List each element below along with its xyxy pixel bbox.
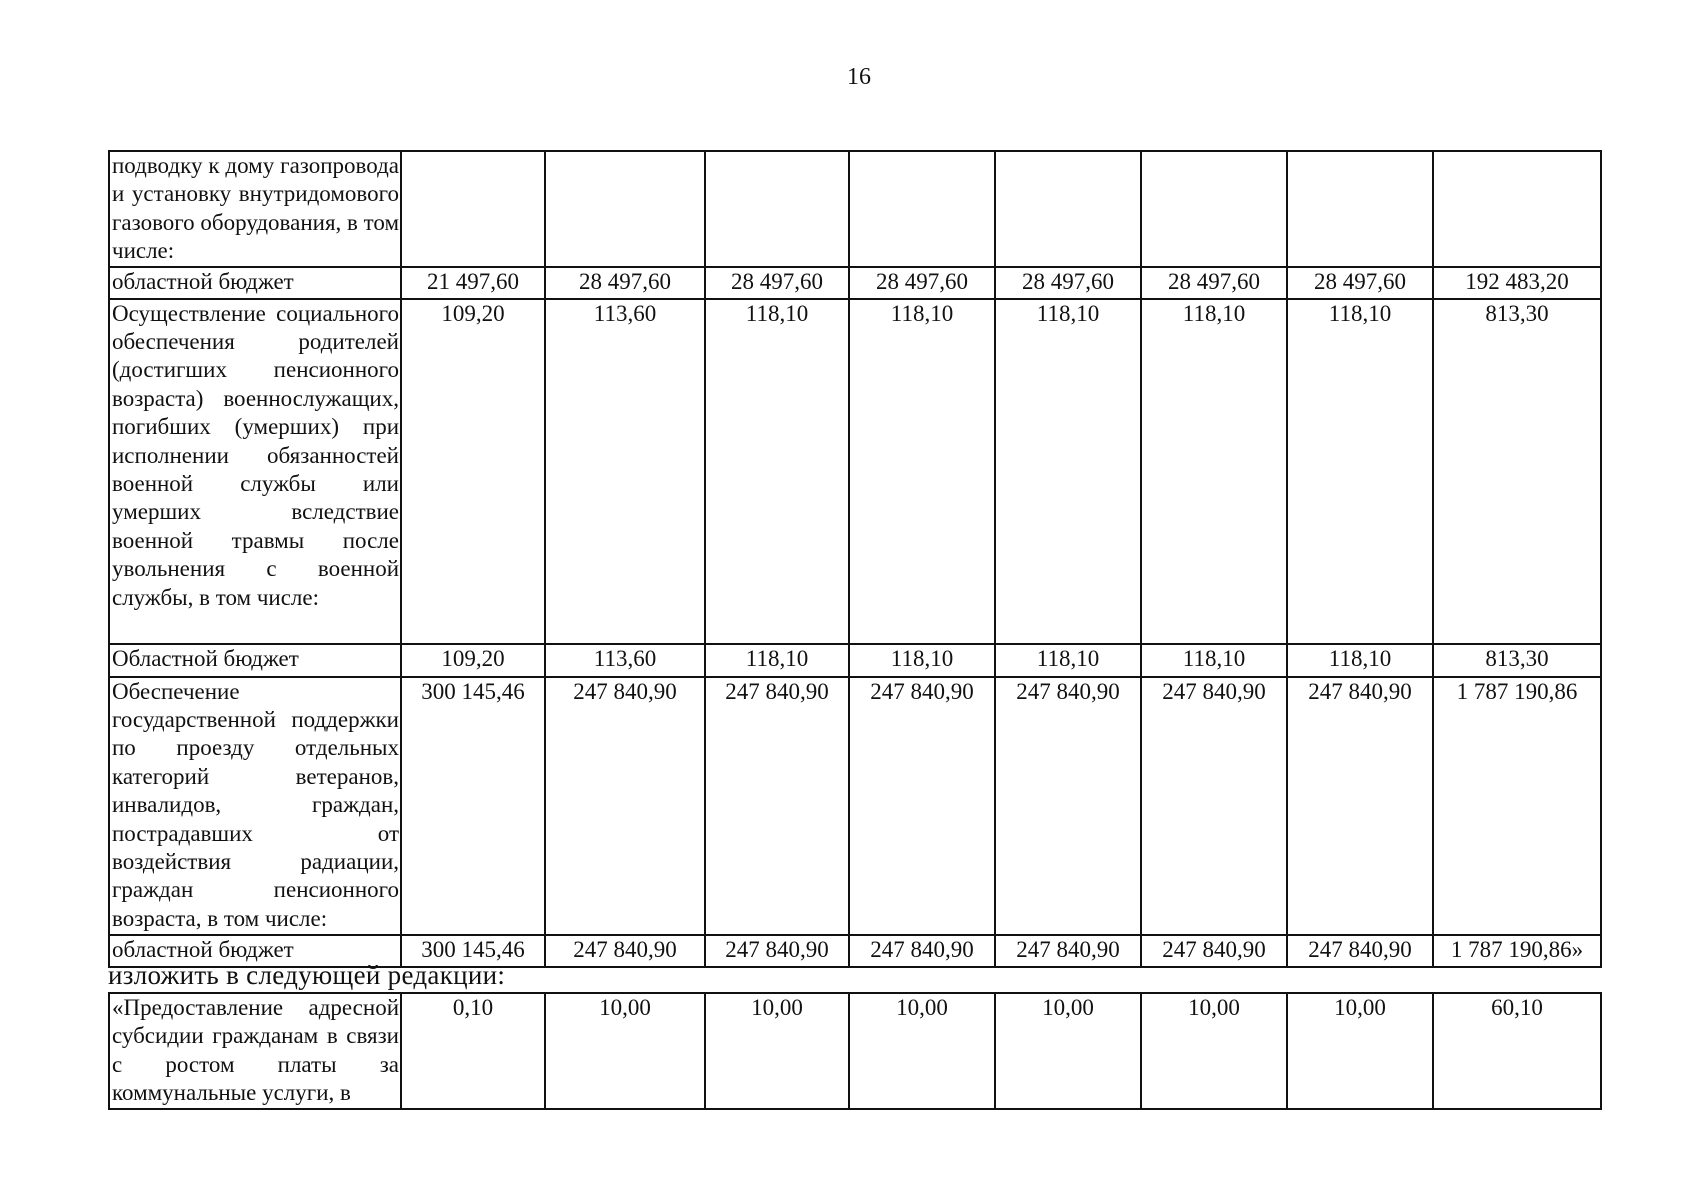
value-cell: 10,00 [849, 993, 995, 1109]
value-cell: 28 497,60 [545, 267, 705, 299]
page-number: 16 [847, 64, 871, 90]
row-label: Обеспечение государственной поддержки по проезду отдельных категорий ветеранов, инвалидов, граждан, пострадавших от воздействия радиации, граждан пенсионного возраста, в том числе: [109, 677, 401, 935]
value-cell: 10,00 [1141, 993, 1287, 1109]
value-cell [1287, 151, 1433, 267]
value-cell: 28 497,60 [1287, 267, 1433, 299]
total-cell: 1 787 190,86 [1433, 677, 1601, 935]
value-cell [705, 151, 849, 267]
value-cell: 118,10 [849, 299, 995, 644]
table-row [109, 644, 1601, 677]
total-cell: 60,10 [1433, 993, 1601, 1109]
value-cell: 247 840,90 [1141, 935, 1287, 967]
table-row [109, 151, 1601, 267]
value-cell: 247 840,90 [849, 677, 995, 935]
row-label: Осуществление социального обеспечения родителей (достигших пенсионного возраста) военнослужащих, погибших (умерших) при исполнении обязанностей военной службы или умерших вследствие военной травмы после увольнения с военной службы, в том числе: [109, 299, 401, 644]
row-label: Областной бюджет [109, 644, 401, 677]
value-cell: 109,20 [401, 299, 545, 644]
value-cell: 118,10 [705, 644, 849, 677]
value-cell: 300 145,46 [401, 935, 545, 967]
value-cell: 28 497,60 [995, 267, 1141, 299]
total-cell: 813,30 [1433, 299, 1601, 644]
value-cell: 247 840,90 [1287, 935, 1433, 967]
value-cell: 247 840,90 [849, 935, 995, 967]
value-cell: 247 840,90 [995, 677, 1141, 935]
value-cell: 118,10 [995, 644, 1141, 677]
value-cell: 113,60 [545, 644, 705, 677]
value-cell: 118,10 [995, 299, 1141, 644]
value-cell: 0,10 [401, 993, 545, 1109]
budget-table-bottom [108, 992, 1602, 1110]
value-cell [545, 151, 705, 267]
value-cell: 247 840,90 [995, 935, 1141, 967]
value-cell: 118,10 [705, 299, 849, 644]
value-cell: 109,20 [401, 644, 545, 677]
value-cell: 247 840,90 [1287, 677, 1433, 935]
value-cell: 28 497,60 [705, 267, 849, 299]
value-cell [1141, 151, 1287, 267]
instruction-text: изложить в следующей редакции: [108, 960, 506, 990]
value-cell [401, 151, 545, 267]
value-cell: 247 840,90 [1141, 677, 1287, 935]
value-cell: 21 497,60 [401, 267, 545, 299]
value-cell: 118,10 [849, 644, 995, 677]
value-cell: 118,10 [1141, 644, 1287, 677]
row-label: «Предоставление адресной субсидии гражданам в связи с ростом платы за коммунальные услуги, в [109, 993, 401, 1109]
value-cell: 300 145,46 [401, 677, 545, 935]
value-cell: 10,00 [995, 993, 1141, 1109]
row-label: областной бюджет [109, 935, 401, 967]
total-cell [1433, 151, 1601, 267]
total-cell: 813,30 [1433, 644, 1601, 677]
value-cell: 118,10 [1141, 299, 1287, 644]
value-cell: 28 497,60 [1141, 267, 1287, 299]
value-cell: 247 840,90 [705, 935, 849, 967]
value-cell: 28 497,60 [849, 267, 995, 299]
value-cell: 10,00 [1287, 993, 1433, 1109]
value-cell: 247 840,90 [705, 677, 849, 935]
value-cell: 113,60 [545, 299, 705, 644]
value-cell: 10,00 [705, 993, 849, 1109]
value-cell: 118,10 [1287, 644, 1433, 677]
table-row [109, 267, 1601, 299]
value-cell [995, 151, 1141, 267]
total-cell: 192 483,20 [1433, 267, 1601, 299]
value-cell: 247 840,90 [545, 677, 705, 935]
row-label: областной бюджет [109, 267, 401, 299]
budget-table-top [108, 150, 1602, 968]
row-label: подводку к дому газопровода и установку внутридомового газового оборудования, в том числе: [109, 151, 401, 267]
value-cell: 118,10 [1287, 299, 1433, 644]
value-cell [849, 151, 995, 267]
total-cell: 1 787 190,86» [1433, 935, 1601, 967]
table-row [109, 299, 1601, 644]
table-row [109, 993, 1601, 1109]
value-cell: 10,00 [545, 993, 705, 1109]
value-cell: 247 840,90 [545, 935, 705, 967]
table-row [109, 677, 1601, 935]
